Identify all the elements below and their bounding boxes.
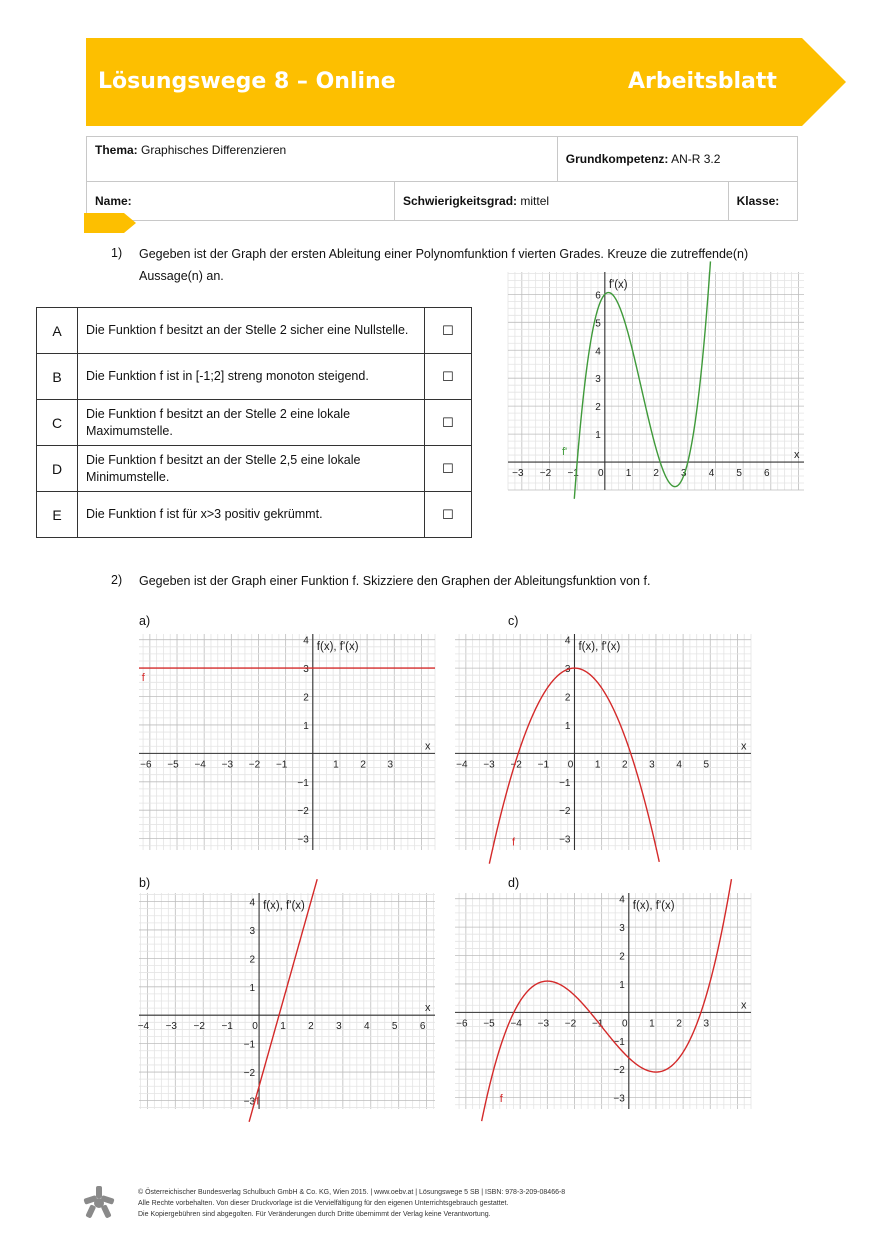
section-marker <box>84 213 136 233</box>
option-letter: E <box>37 492 78 538</box>
x-axis-label: x <box>425 740 431 753</box>
curve-label: f' <box>561 446 568 459</box>
task2-text: Gegeben ist der Graph einer Funktion f. Skizziere den Graphen der Ableitungsfunktion von f. <box>139 574 651 588</box>
task1-number: 1) <box>111 246 123 260</box>
curve-label: f <box>141 671 145 684</box>
chart-c <box>455 634 751 850</box>
y-tick-label: −2 <box>243 1068 256 1080</box>
x-tick-label: −3 <box>483 759 495 771</box>
y-tick-label: 5 <box>595 318 601 330</box>
x-tick-label: −2 <box>539 468 552 480</box>
x-tick-label: −1 <box>275 759 288 771</box>
y-tick-label: 3 <box>595 374 601 386</box>
x-tick-label: 3 <box>336 1021 342 1033</box>
x-axis-label: x <box>425 1002 431 1015</box>
y-tick-label: 3 <box>303 664 309 676</box>
x-tick-label: 2 <box>308 1021 314 1033</box>
option-checkbox[interactable]: ☐ <box>425 400 472 446</box>
task2-number: 2) <box>111 573 123 587</box>
x-tick-label: −1 <box>221 1021 233 1033</box>
x-tick-label: −2 <box>248 759 261 771</box>
x-tick-label: 0 <box>598 468 604 480</box>
y-axis-label: f(x), f'(x) <box>263 900 305 912</box>
option-letter: D <box>37 446 78 492</box>
banner-title-left: Lösungswege 8 – Online <box>98 69 396 94</box>
worksheet-meta-table <box>86 136 798 221</box>
function-curve <box>482 879 732 1121</box>
y-tick-label: 1 <box>564 720 571 732</box>
option-text: Die Funktion f besitzt an der Stelle 2 sicher eine Nullstelle. <box>78 308 425 354</box>
y-tick-label: 2 <box>303 692 309 704</box>
grundkompetenz-cell <box>557 137 797 182</box>
x-tick-label: −6 <box>140 759 152 771</box>
y-tick-label: −2 <box>297 806 309 818</box>
y-axis-label: f(x), f'(x) <box>632 900 675 912</box>
x-tick-label: 0 <box>567 759 574 771</box>
x-tick-label: −1 <box>591 1018 604 1030</box>
footer-text <box>138 1187 565 1220</box>
x-tick-label: 3 <box>681 468 687 480</box>
x-tick-label: −3 <box>165 1021 178 1033</box>
x-tick-label: −5 <box>167 759 179 771</box>
option-text: Die Funktion f ist in [-1;2] streng monoton steigend. <box>78 354 425 400</box>
curve-label: f <box>512 836 516 849</box>
chart-b <box>139 893 435 1109</box>
x-tick-label: 2 <box>360 759 366 771</box>
x-tick-label: −6 <box>456 1018 468 1030</box>
panel-label-d: d) <box>508 876 520 890</box>
footer-line-2: Alle Rechte vorbehalten. Von dieser Druckvorlage ist die Vervielfältigung für den eigenen Unterrichtsgebrauch gestattet. <box>138 1200 509 1207</box>
thema-cell <box>87 137 558 182</box>
footer-line-1: © Österreichischer Bundesverlag Schulbuch GmbH & Co. KG, Wien 2015. | www.oebv.at | Lösungswege 5 SB | ISBN: 978-3-209-08466-8 <box>138 1189 566 1196</box>
x-axis-label: x <box>741 740 747 753</box>
option-letter: A <box>37 308 78 354</box>
chart-d <box>455 893 751 1109</box>
x-tick-label: 5 <box>703 759 710 771</box>
schwierigkeit-label: Schwierigkeitsgrad: <box>403 194 518 208</box>
x-tick-label: 2 <box>676 1018 682 1030</box>
option-letter: C <box>37 400 78 446</box>
y-tick-label: −2 <box>559 806 571 818</box>
y-tick-label: 1 <box>595 430 601 442</box>
option-text: Die Funktion f ist für x>3 positiv gekrümmt. <box>78 492 425 538</box>
y-tick-label: 4 <box>595 346 601 358</box>
chart-task1 <box>508 272 804 490</box>
x-tick-label: 0 <box>252 1021 258 1033</box>
option-text: Die Funktion f besitzt an der Stelle 2 eine lokale Maximumstelle. <box>78 400 425 446</box>
banner-title-right: Arbeitsblatt <box>628 69 777 94</box>
y-tick-label: 4 <box>249 897 256 909</box>
y-tick-label: −2 <box>613 1065 625 1077</box>
x-tick-label: 3 <box>703 1018 710 1030</box>
y-tick-label: 3 <box>619 923 625 935</box>
curve-label: f <box>499 1092 503 1105</box>
grundkompetenz-value: AN-R 3.2 <box>671 152 721 166</box>
publisher-logo-icon <box>84 1186 114 1218</box>
y-tick-label: 2 <box>595 402 601 414</box>
y-tick-label: 4 <box>619 894 625 906</box>
y-axis-label: f'(x) <box>608 279 628 291</box>
x-tick-label: 1 <box>594 759 601 771</box>
x-tick-label: −3 <box>221 759 234 771</box>
x-tick-label: −2 <box>510 759 522 771</box>
y-tick-label: −3 <box>297 834 309 846</box>
klasse-label: Klasse: <box>736 194 780 208</box>
x-tick-label: 3 <box>387 759 394 771</box>
y-tick-label: −3 <box>243 1096 256 1108</box>
x-tick-label: −4 <box>137 1021 150 1033</box>
panel-label-a: a) <box>139 614 151 628</box>
option-row-a[interactable] <box>37 308 472 354</box>
panel-label-c: c) <box>508 614 519 628</box>
x-tick-label: 1 <box>333 759 339 771</box>
y-axis-label: f(x), f'(x) <box>578 641 621 653</box>
curve-label: f <box>256 1095 260 1108</box>
x-tick-label: 5 <box>736 468 742 480</box>
x-tick-label: −5 <box>483 1018 495 1030</box>
x-tick-label: 1 <box>649 1018 655 1030</box>
y-tick-label: 4 <box>303 635 309 647</box>
x-tick-label: 2 <box>653 468 659 480</box>
x-tick-label: −4 <box>194 759 206 771</box>
y-tick-label: 3 <box>249 925 256 937</box>
y-tick-label: 1 <box>619 979 625 991</box>
footer-line-3: Die Kopiergebühren sind abgegolten. Für Veränderungen durch Dritte übernimmt der Verlag keine Verantwortung. <box>138 1211 491 1218</box>
y-tick-label: 4 <box>564 635 571 647</box>
x-tick-label: 1 <box>280 1021 286 1033</box>
x-tick-label: 6 <box>764 468 770 480</box>
x-tick-label: −3 <box>512 468 524 480</box>
x-tick-label: −4 <box>456 759 468 771</box>
y-tick-label: 3 <box>564 664 571 676</box>
y-tick-label: 2 <box>564 692 571 704</box>
y-tick-label: 2 <box>619 951 625 963</box>
y-tick-label: 6 <box>595 290 601 302</box>
klasse-cell[interactable] <box>728 182 797 221</box>
x-tick-label: 3 <box>649 759 655 771</box>
chart-a <box>139 634 435 850</box>
thema-label: Thema: <box>95 143 138 157</box>
option-letter: B <box>37 354 78 400</box>
x-tick-label: 4 <box>363 1021 370 1033</box>
x-tick-label: −2 <box>193 1021 205 1033</box>
name-label: Name: <box>95 194 132 208</box>
option-row-d[interactable] <box>37 446 472 492</box>
y-tick-label: 2 <box>249 954 256 966</box>
x-tick-label: 0 <box>622 1018 628 1030</box>
thema-value: Graphisches Differenzieren <box>141 143 287 157</box>
y-tick-label: 1 <box>249 982 256 994</box>
option-checkbox[interactable]: ☐ <box>425 308 472 354</box>
panel-label-b: b) <box>139 876 151 890</box>
y-tick-label: −1 <box>613 1036 625 1048</box>
y-tick-label: 1 <box>303 720 309 732</box>
schwierigkeit-value: mittel <box>520 194 550 208</box>
schwierigkeit-cell <box>395 182 729 221</box>
grundkompetenz-label: Grundkompetenz: <box>565 152 669 166</box>
x-tick-label: 4 <box>708 468 715 480</box>
x-tick-label: −1 <box>567 468 579 480</box>
y-tick-label: −1 <box>297 777 309 789</box>
option-text: Die Funktion f besitzt an der Stelle 2,5 eine lokale Minimumstelle. <box>78 446 425 492</box>
option-checkbox[interactable]: ☐ <box>425 492 472 538</box>
option-row-b[interactable] <box>37 354 472 400</box>
y-tick-label: −1 <box>243 1039 256 1051</box>
task1-text: Gegeben ist der Graph der ersten Ableitung einer Polynomfunktion f vierten Grades. Kreuze die zutreffende(n) Aussage(n) an. <box>139 247 749 283</box>
y-axis-label: f(x), f'(x) <box>316 641 359 653</box>
x-axis-label: x <box>794 449 800 462</box>
option-row-e[interactable] <box>37 492 472 538</box>
x-tick-label: −3 <box>537 1018 550 1030</box>
y-tick-label: −3 <box>559 834 571 846</box>
x-tick-label: −2 <box>564 1018 577 1030</box>
y-tick-label: −1 <box>559 777 571 789</box>
x-tick-label: −1 <box>537 759 550 771</box>
x-tick-label: −4 <box>510 1018 522 1030</box>
x-tick-label: 1 <box>625 468 632 480</box>
x-tick-label: 6 <box>419 1021 426 1033</box>
option-checkbox[interactable]: ☐ <box>425 446 472 492</box>
option-checkbox[interactable]: ☐ <box>425 354 472 400</box>
x-tick-label: 4 <box>676 759 682 771</box>
x-axis-label: x <box>741 999 747 1012</box>
x-tick-label: 2 <box>622 759 628 771</box>
option-row-c[interactable] <box>37 400 472 446</box>
task1-options-table <box>36 307 472 538</box>
y-tick-label: −3 <box>613 1093 625 1105</box>
x-tick-label: 5 <box>391 1021 398 1033</box>
